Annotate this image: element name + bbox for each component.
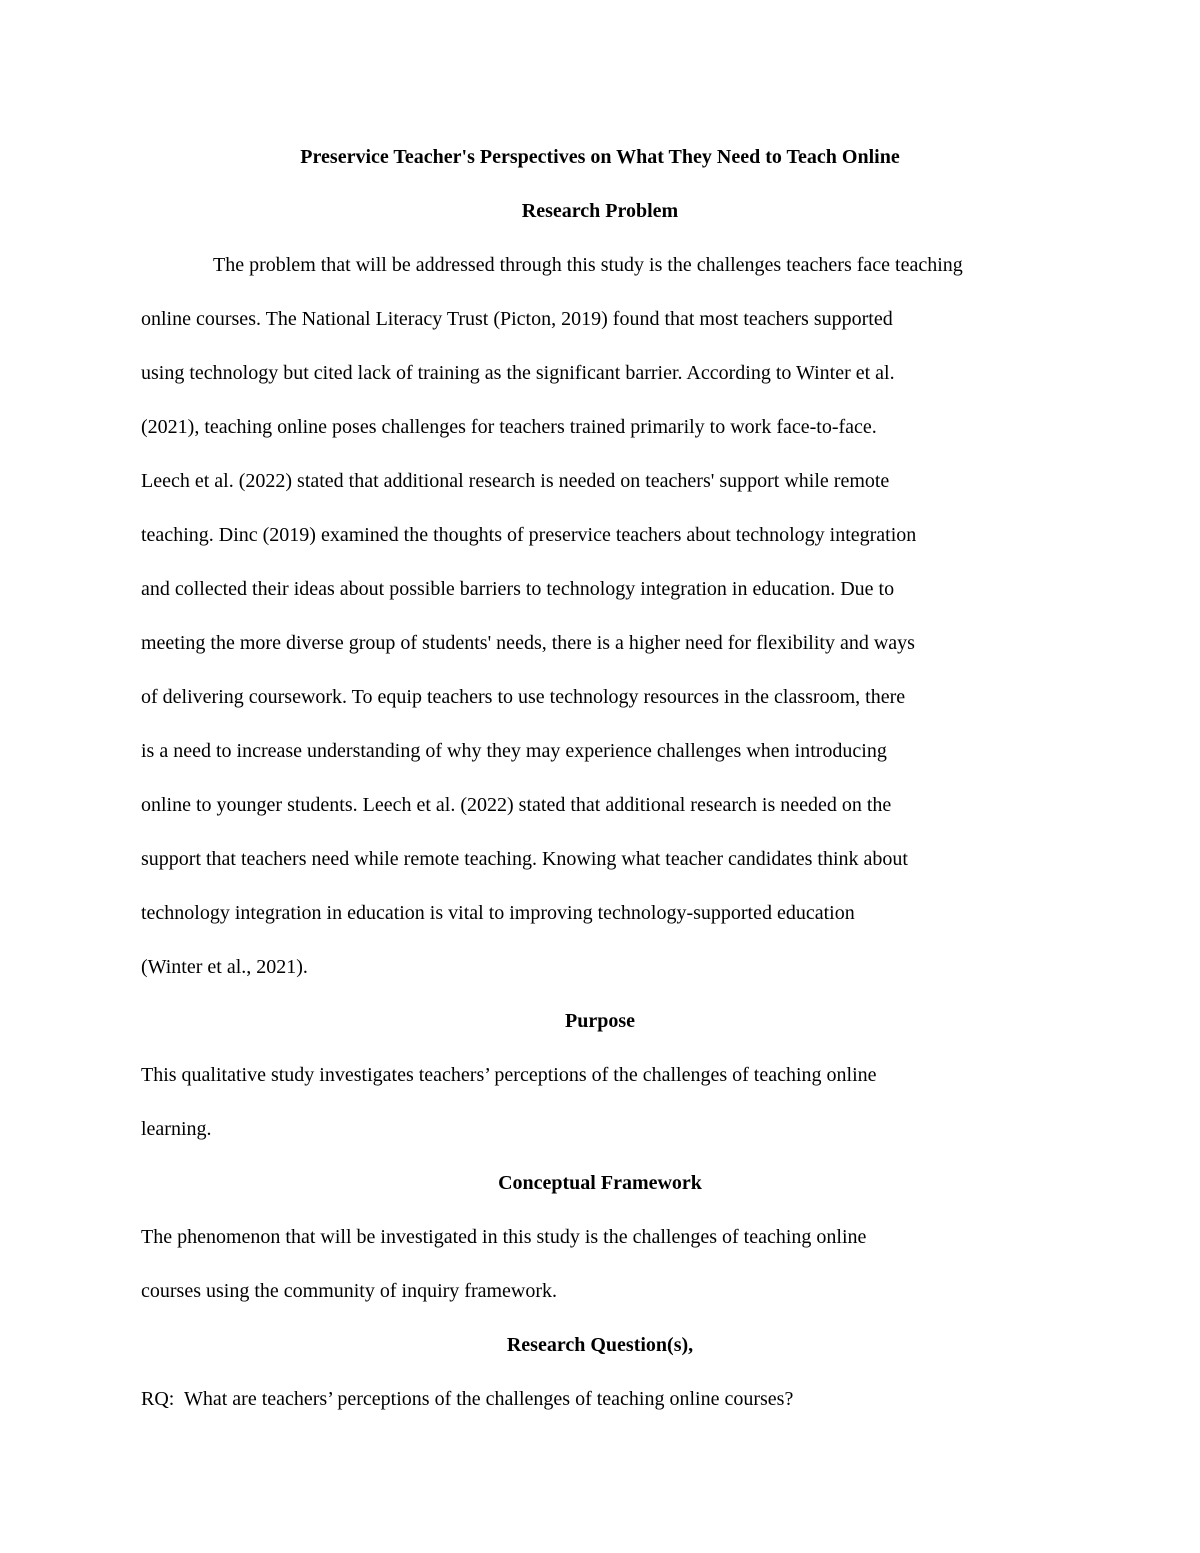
paragraph-line: online to younger students. Leech et al. (2022) stated that additional research is needed on the: [141, 794, 892, 816]
document-title: Preservice Teacher's Perspectives on What They Need to Teach Online: [300, 146, 900, 168]
paragraph-line: online courses. The National Literacy Trust (Picton, 2019) found that most teachers supported: [141, 308, 893, 330]
paragraph-line: learning.: [141, 1118, 212, 1140]
paragraph-line: meeting the more diverse group of students' needs, there is a higher need for flexibility and ways: [141, 632, 915, 654]
paragraph-line: support that teachers need while remote teaching. Knowing what teacher candidates think about: [141, 848, 908, 870]
paragraph-line: Leech et al. (2022) stated that additional research is needed on teachers' support while remote: [141, 470, 890, 492]
paragraph-line: This qualitative study investigates teachers’ perceptions of the challenges of teaching online: [141, 1064, 877, 1086]
paragraph-line: The phenomenon that will be investigated in this study is the challenges of teaching online: [141, 1226, 867, 1248]
paragraph-line: technology integration in education is vital to improving technology-supported education: [141, 902, 855, 924]
heading-conceptual-framework: Conceptual Framework: [498, 1172, 702, 1194]
paragraph-line: teaching. Dinc (2019) examined the thoughts of preservice teachers about technology integration: [141, 524, 917, 546]
paragraph-line: is a need to increase understanding of why they may experience challenges when introducing: [141, 740, 887, 762]
heading-research-problem: Research Problem: [521, 200, 679, 222]
paragraph-line: and collected their ideas about possible barriers to technology integration in education. Due to: [141, 578, 895, 600]
paragraph-line: of delivering coursework. To equip teachers to use technology resources in the classroom, there: [141, 686, 906, 708]
heading-purpose: Purpose: [565, 1010, 635, 1032]
research-question-line: RQ: What are teachers’ perceptions of the challenges of teaching online courses?: [141, 1388, 794, 1410]
paragraph-line: The problem that will be addressed through this study is the challenges teachers face teaching: [213, 254, 963, 276]
paragraph-line: (Winter et al., 2021).: [141, 956, 308, 978]
paragraph-line: courses using the community of inquiry framework.: [141, 1280, 558, 1302]
paragraph-line: using technology but cited lack of training as the significant barrier. According to Winter et al.: [141, 362, 895, 384]
paragraph-line: (2021), teaching online poses challenges for teachers trained primarily to work face-to-face.: [141, 416, 877, 438]
heading-research-questions: Research Question(s),: [506, 1334, 694, 1356]
